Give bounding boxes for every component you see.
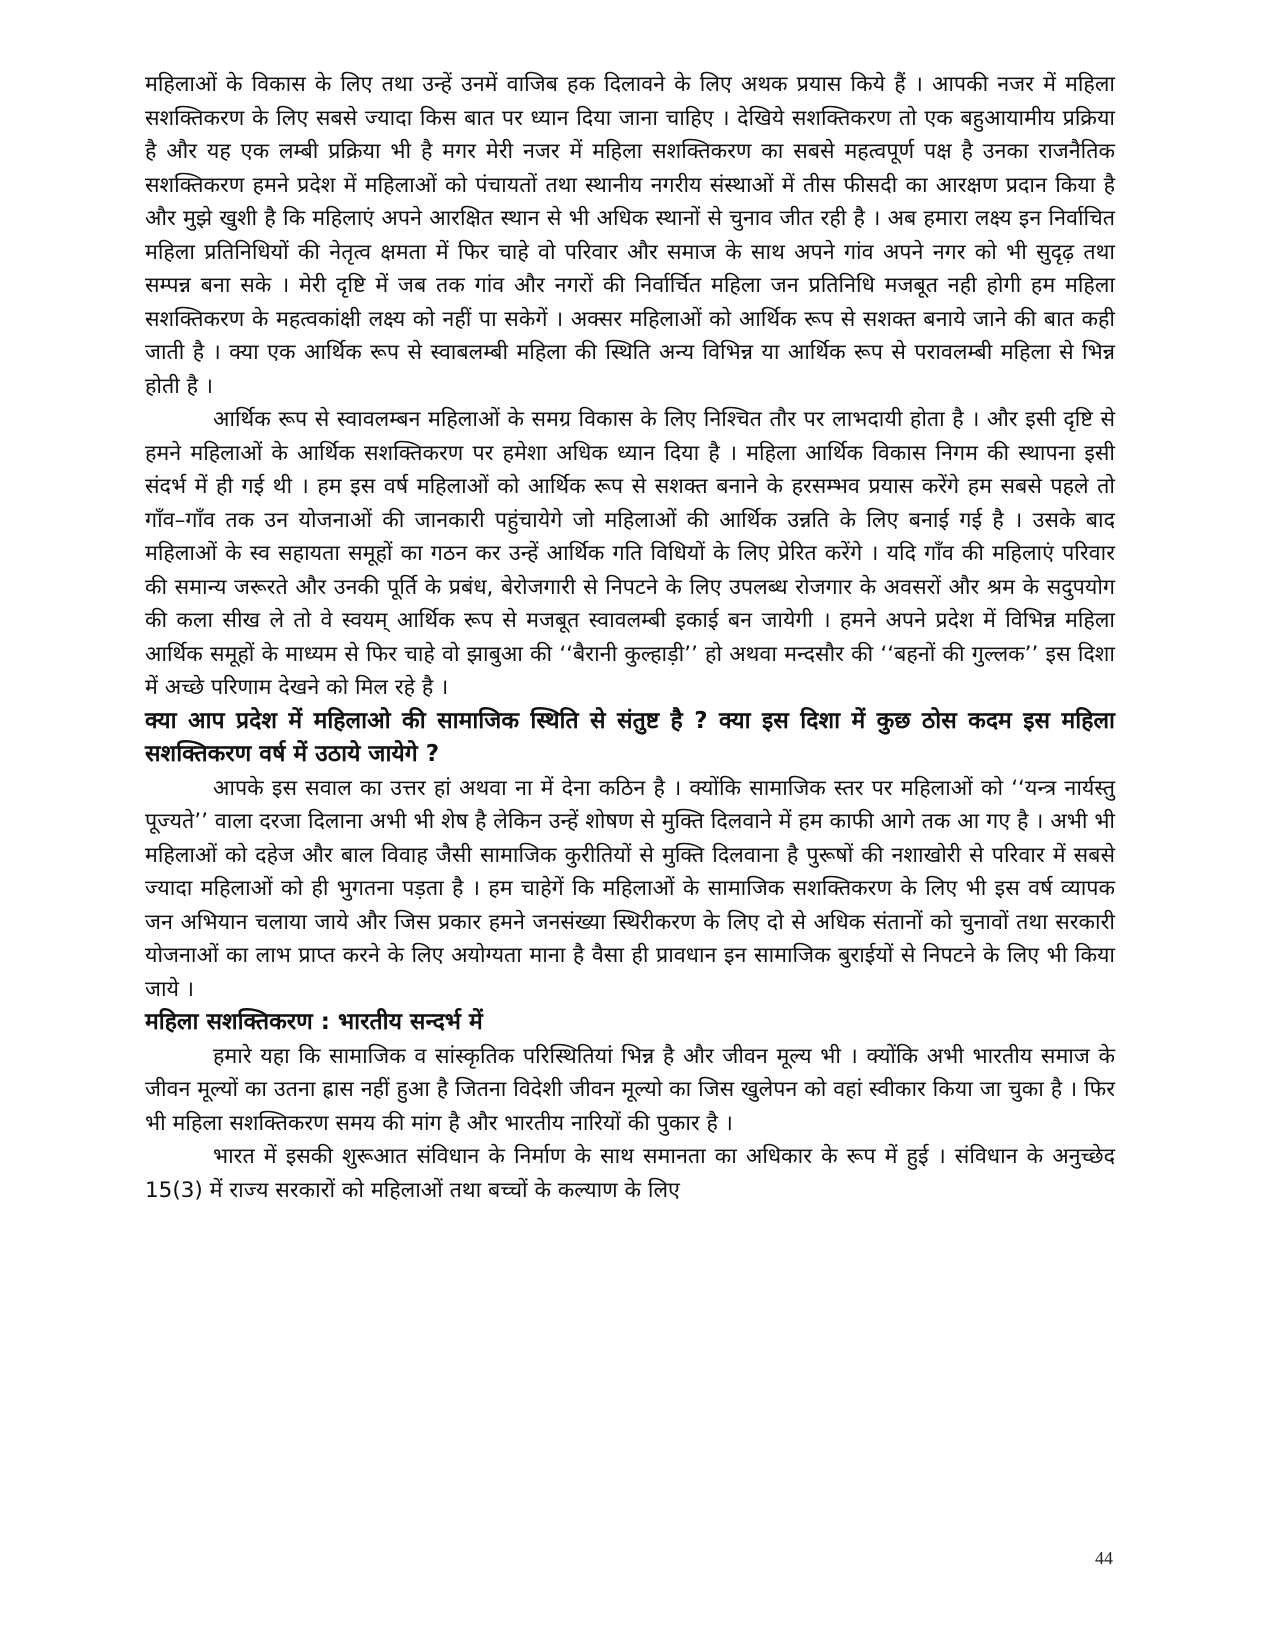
section-heading: महिला सशक्तिकरण : भारतीय सन्दर्भ में [145, 1009, 483, 1035]
interview-question: क्या आप प्रदेश में महिलाओ की सामाजिक स्थिति से संतुष्ट है ? क्या इस दिशा में कुछ ठोस कदम इस महिला सशक्तिकरण वर्ष में उठाये जायेगे ? [145, 707, 1115, 767]
paragraph-social-empowerment: आपके इस सवाल का उत्तर हां अथवा ना में देना कठिन है । क्योंकि सामाजिक स्तर पर महिलाओं को ‘‘यन्त्र नार्यस्तु पूज्यते’’ वाला दरजा दिलाना अभी भी शेष है लेकिन उन्हें शोषण से मुक्ति दिलवाने में हम काफी आगे तक आ गए है । अभी भी महिलाओं को दहेज और बाल विवाह जैसी सामाजिक कुरीतियों से मुक्ति दिलवाना है पुरूषों की नशाखोरी से परिवार में सबसे ज्यादा महिलाओं को ही भुगतना पड़ता है । हम चाहेगें कि महिलाओं के सामाजिक सशक्तिकरण के लिए भी इस वर्ष व्यापक जन अभियान चलाया जाये और जिस प्रकार हमने जनसंख्या स्थिरीकरण के लिए दो से अधिक संतानों को चुनावों तथा सरकारी योजनाओं का लाभ प्राप्त करने के लिए अयोग्यता माना है वैसा ही प्रावधान इन सामाजिक बुराईयों से निपटने के लिए भी किया जाये । [145, 775, 1115, 1002]
paragraph-indian-context: हमारे यहा कि सामाजिक व सांस्कृतिक परिस्थितियां भिन्न है और जीवन मूल्य भी । क्योंकि अभी भारतीय समाज के जीवन मूल्यों का उतना ह्रास नहीं हुआ है जितना विदेशी जीवन मूल्यो का जिस खुलेपन को वहां स्वीकार किया जा चुका है । फिर भी महिला सशक्तिकरण समय की मांग है और भारतीय नारियों की पुकार है । [145, 1043, 1115, 1136]
paragraph-political-empowerment: महिलाओं के विकास के लिए तथा उन्हें उनमें वाजिब हक दिलावने के लिए अथक प्रयास किये हैं । आपकी नजर में महिला सशक्तिकरण के लिए सबसे ज्यादा किस बात पर ध्यान दिया जाना चाहिए । देखिये सशक्तिकरण तो एक बहुआयामीय प्रक्रिया है और यह एक लम्बी प्रक्रिया भी है मगर मेरी नजर में महिला सशक्तिकरण का सबसे महत्वपूर्ण पक्ष है उनका राजनैतिक सशक्तिकरण हमने प्रदेश में महिलाओं को पंचायतों तथा स्थानीय नगरीय संस्थाओं में तीस फीसदी का आरक्षण प्रदान किया है और मुझे खुशी है कि महिलाएं अपने आरक्षित स्थान से भी अधिक स्थानों से चुनाव जीत रही है । अब हमारा लक्ष्य इन निर्वाचित महिला प्रतिनिधियों की नेतृत्व क्षमता में फिर चाहे वो परिवार और समाज के साथ अपने गांव अपने नगर को भी सुदृढ़ तथा सम्पन्न बना सके । मेरी दृष्टि में जब तक गांव और नगरों की निर्वार्चित महिला जन प्रतिनिधि मजबूत नही होगी हम महिला सशक्तिकरण के महत्वकांक्षी लक्ष्य को नहीं पा सकेगें । अक्सर महिलाओं को आर्थिक रूप से सशक्त बनाये जाने की बात कही जाती है । क्या एक आर्थिक रूप से स्वाबलम्बी महिला की स्थिति अन्य विभिन्न या आर्थिक रूप से परावलम्बी महिला से भिन्न होती है । [145, 72, 1115, 399]
document-page [145, 68, 1115, 1207]
page-number: 44 [1095, 1548, 1113, 1568]
paragraph-economic-empowerment: आर्थिक रूप से स्वावलम्बन महिलाओं के समग्र विकास के लिए निश्चित तौर पर लाभदायी होता है । और इसी दृष्टि से हमने महिलाओं के आर्थिक सशक्तिकरण पर हमेशा अधिक ध्यान दिया है । महिला आर्थिक विकास निगम की स्थापना इसी संदर्भ में ही गई थी । हम इस वर्ष महिलाओं को आर्थिक रूप से सशक्त बनाने के हरसम्भव प्रयास करेंगे हम सबसे पहले तो गाँव–गाँव तक उन योजनाओं की जानकारी पहुंचायेगे जो महिलाओं की आर्थिक उन्नति के लिए बनाई गई है । उसके बाद महिलाओं के स्व सहायता समूहों का गठन कर उन्हें आर्थिक गति विधियों के लिए प्रेरित करेंगे । यदि गाँव की महिलाएं परिवार की समान्य जरूरते और उनकी पूर्ति के प्रबंध, बेरोजगारी से निपटने के लिए उपलब्ध रोजगार के अवसरों और श्रम के सदुपयोग की कला सीख ले तो वे स्वयम् आर्थिक रूप से मजबूत स्वावलम्बी इकाई बन जायेगी । हमने अपने प्रदेश में विभिन्न महिला आर्थिक समूहों के माध्यम से फिर चाहे वो झाबुआ की ‘‘बैरानी कुल्हाड़ी’’ हो अथवा मन्दसौर की ‘‘बहनों की गुल्लक’’ इस दिशा में अच्छे परिणाम देखने को मिल रहे है । [145, 407, 1115, 700]
paragraph-constitution: भारत में इसकी शुरूआत संविधान के निर्माण के साथ समानता का अधिकार के रूप में हुई । संविधान के अनुच्छेद 15(3) में राज्य सरकारों को महिलाओं तथा बच्चों के कल्याण के लिए [145, 1144, 1115, 1203]
